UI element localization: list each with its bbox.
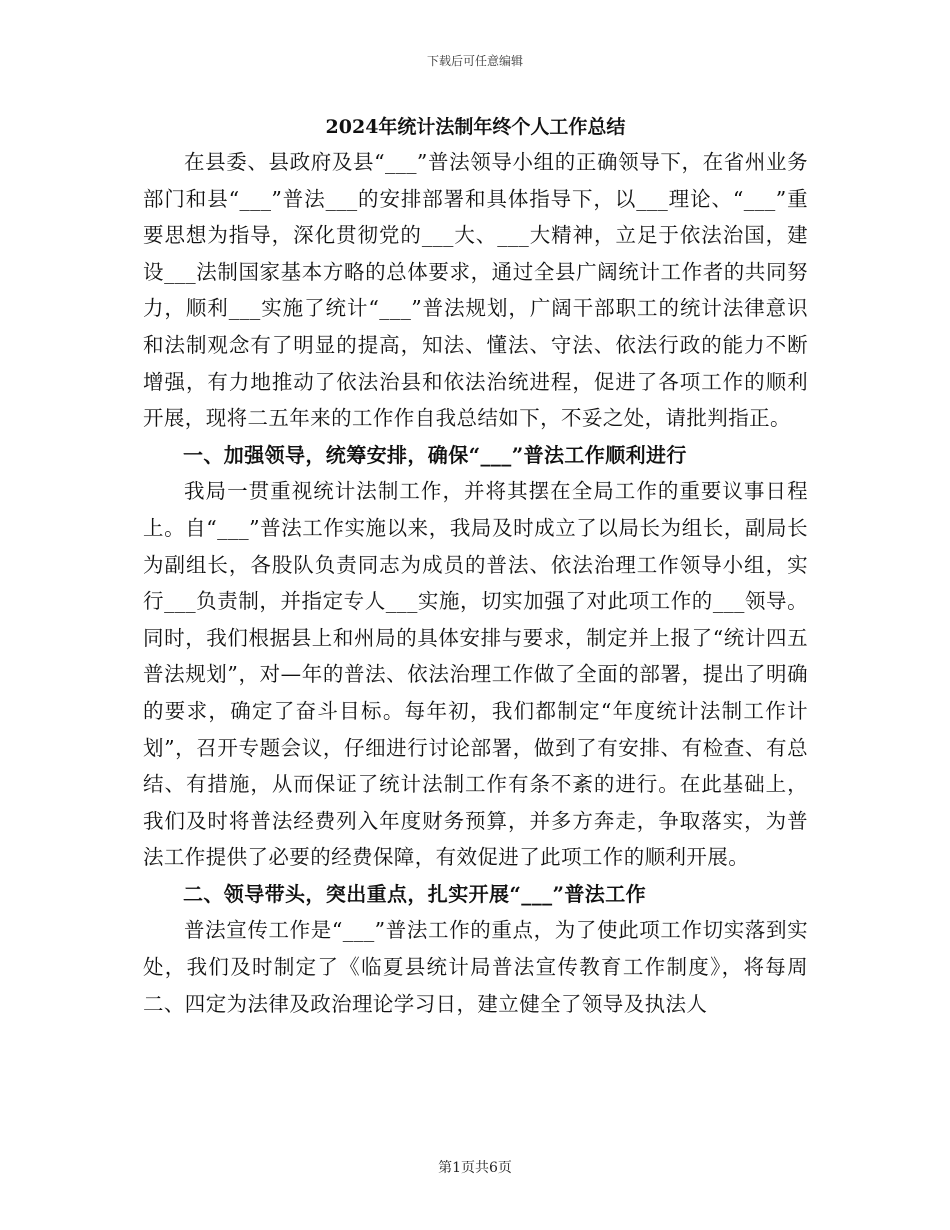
intro-paragraph: 在县委、县政府及县“___”普法领导小组的正确领导下，在省州业务部门和县“___”普法___的安排部署和具体指导下，以___理论、“___”重要思想为指导，深化贯彻党的___大、___大精神，立足于依法治国，建设___法制国家基本方略的总体要求，通过全县广阔统计工作者的共同努力，顺利___实施了统计“___”普法规划，广阔干部职工的统计法律意识和法制观念有了明显的提高，知法、懂法、守法、依法行政的能力不断增强，有力地推动了依法治县和依法治统进程，促进了各项工作的顺利开展，现将二五年来的工作作自我总结如下，不妥之处，请批判指正。 — [143, 150, 808, 431]
document-body — [143, 112, 808, 1022]
header-note: 下载后可任意编辑 — [426, 54, 523, 68]
page-number: 第1页共6页 — [438, 1160, 512, 1176]
section-2-paragraph: 普法宣传工作是“___”普法工作的重点，为了使此项工作切实落到实处，我们及时制定了《临夏县统计局普法宣传教育工作制度》，将每周二、四定为法律及政治理论学习日，建立健全了领导及执法人 — [143, 918, 808, 1016]
section-1-paragraph: 我局一贯重视统计法制工作，并将其摆在全局工作的重要议事日程上。自“___”普法工作实施以来，我局及时成立了以局长为组长，副局长为副组长，各股队负责同志为成员的普法、依法治理工作领导小组，实行___负责制，并指定专人___实施，切实加强了对此项工作的___领导。同时，我们根据县上和州局的具体安排与要求，制定并上报了“统计四五普法规划”，对—年的普法、依法治理工作做了全面的部署，提出了明确的要求，确定了奋斗目标。每年初，我们都制定“年度统计法制工作计划”，召开专题会议，仔细进行讨论部署，做到了有安排、有检查、有总结、有措施，从而保证了统计法制工作有条不紊的进行。在此基础上，我们及时将普法经费列入年度财务预算，并多方奔走，争取落实，为普法工作提供了必要的经费保障，有效促进了此项工作的顺利开展。 — [143, 479, 808, 870]
document-title: 2024年统计法制年终个人工作总结 — [325, 116, 626, 138]
section-heading-1: 一、加强领导，统筹安排，确保“___”普法工作顺利进行 — [183, 442, 687, 467]
section-heading-2: 二、领导带头，突出重点，扎实开展“___”普法工作 — [183, 881, 647, 906]
